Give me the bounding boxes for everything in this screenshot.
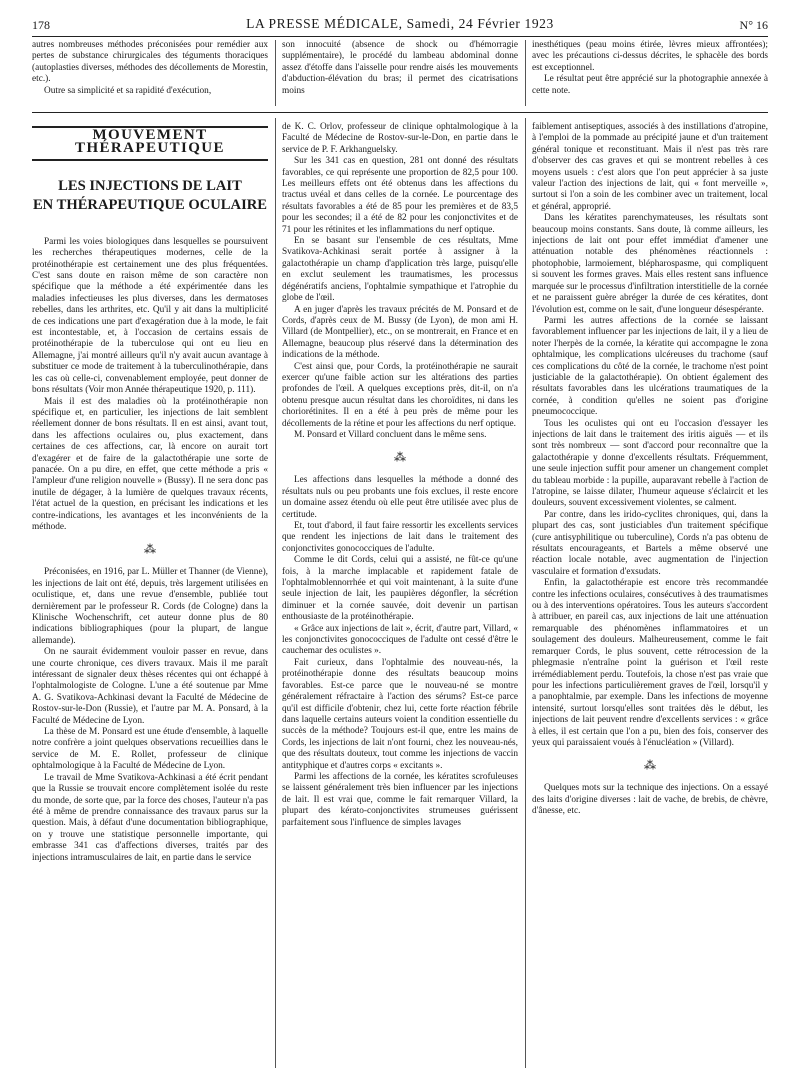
column-rule (525, 118, 526, 1068)
prev-article-col2 (282, 40, 518, 108)
paragraph: inesthétiques (peau moins étirée, lèvres mieux affrontées); avec les précautions ci-dessus décrites, le sphacèle des bords est exceptionnel. (532, 40, 768, 73)
paragraph: Sur les 341 cas en question, 281 ont donné des résultats favorables, ce qui représente une proportion de 82,5 pour 100. Les meilleurs effets ont été obtenus dans les affections du tractus uvéal et dans celles de la cornée. Le pourcentage des résultats favorables a été de 85 pour les premières et de 83,5 pour les secondes; il a été de 82 pour les conjonctivites et de 71 pour les rétinites et les inflammations du nerf optique. (282, 156, 518, 235)
paragraph: En se basant sur l'ensemble de ces résultats, Mme Svatikova-Achkinasi serait portée à assigner à la galactothérapie un champ d'application très large, puisqu'elle en exclut seulement les traumatismes, les processus dégénératifs anciens, l'ophtalmie sympathique et l'atrophie du globe de l'œil. (282, 236, 518, 304)
page-header (32, 12, 768, 34)
paragraph: C'est ainsi que, pour Cords, la protéinothérapie ne saurait exercer qu'une faible action sur les altérations des parties profondes de l'œil. A quelques exceptions près, dit-il, on n'a obtenu presque aucun résultat dans les choroïdites, ni dans les choriorétinites. Il en a été à peu près de même pour les décollements de la rétine et pour les affections du nerf optique. (282, 361, 518, 429)
paragraph: Le travail de Mme Svatikova-Achkinasi a été écrit pendant que la Russie se trouvait encore complètement isolée du reste du monde, de sorte que, par la force des choses, l'auteur n'a pas été à même de prendre connaissance des travaux parus sur la question. Mais, à défaut d'une documentation bibliographique, on y trouve une statistique personnelle importante, qui embrasse 341 cas d'affections diverses, traités par des injections intramusculaires de lait, en partie dans le service (32, 772, 268, 863)
journal-title: LA PRESSE MÉDICALE, Samedi, 24 Février 1923 (246, 16, 554, 31)
article-title-line: LES INJECTIONS DE LAIT (58, 177, 242, 194)
article-column-2 (282, 122, 518, 1072)
paragraph: Enfin, la galactothérapie est encore très recommandée contre les infections oculaires, consécutives à des traumatismes ou à des interventions opératoires. Tous les auteurs s'accordent à attribuer, en pareil cas, aux injections de lait une atténuation remarquable des phénomènes inflammatoires et un soulagement des douleurs. Malheureusement, comme le fait remarquer Cords, le plus souvent, cette rétrocession de la phlegmasie n'entraîne point la guérison et l'œil reste irrémédiablement perdu. Toutefois, la chose n'est pas vraie que pour les infections particulièrement graves de l'œil, lorsqu'il y a panophtalmie, par exemple. Dans les infections de moyenne intensité, surtout lorsqu'elles sont traitées dès le début, les injections de lait peuvent rendre d'excellents services : « grâce à elles, il est certain que l'on a pu, bien des fois, conserver des yeux qui paraissaient voués à l'énucléation » (Villard). (532, 578, 768, 748)
paragraph: M. Ponsard et Villard concluent dans le même sens. (294, 429, 487, 440)
column-rule (275, 118, 276, 1068)
paragraph: Tous les oculistes qui ont eu l'occasion d'essayer les injections de lait dans le traitement des iritis aiguës — et ils sont très nombreux — sont d'accord pour reconnaître que la galactothérapie y donne d'excellents résultats. Fréquemment, une seule injection suffit pour amener un changement complet du tableau morbide : la pupille, auparavant rebelle à l'action de l'atropine, se laisse dilater, l'humeur aqueuse s'éclaircit et les douleurs, souvent excessivement violentes, se calment. (532, 418, 768, 509)
paragraph: Dans les kératites parenchymateuses, les résultats sont beaucoup moins constants. Sans doute, là comme ailleurs, les injections de lait ont pour effet immédiat d'amener une atténuation notable des phénomènes réactionnels : photophobie, larmoiement, blépharospasme, qui compliquent si souvent les formes graves. Mais elles restent sans influence marquée sur le processus d'infiltration interstitielle de la cornée et ne paraissent guère abréger la durée de ces kératites, dont l'évolution est, comme on le sait, d'une longueur désespérante. (532, 213, 768, 315)
article-column-3 (532, 122, 768, 1072)
section-title: MOUVEMENT THÉRAPEUTIQUE (75, 127, 225, 157)
article-separator-rule (32, 112, 768, 113)
paragraph: de K. C. Orlov, professeur de clinique ophtalmologique à la Faculté de Médecine de Rostov-sur-le-Don, en partie dans le service de P. F. Arkhanguelsky. (282, 122, 518, 155)
paragraph: A en juger d'après les travaux précités de M. Ponsard et de Cords, d'après ceux de M. Bussy (de Lyon), de mon ami H. Villard (de Montpellier), etc., on se montrerait, en France et en Allemagne, beaucoup plus réservé dans la détermination des indications de la méthode. (282, 304, 518, 361)
paragraph: Fait curieux, dans l'ophtalmie des nouveau-nés, la protéinothérapie donne des résultats beaucoup moins favorables. Est-ce parce que le nouveau-né se montre généralement réfractaire à l'action des sérums? Est-ce parce qu'il est difficile d'obtenir, chez lui, cette forte réaction fébrile dans laquelle certains auteurs voient la condition essentielle du succès de la méthode? Toujours est-il que, entre les mains de Cords, les injections de lait n'ont fourni, chez les nouveau-nés, que des résultats douteux, tout comme les injections de vaccin antityphique et d'autres corps « excitants ». (282, 657, 518, 771)
paragraph: Parmi les affections de la cornée, les kératites scrofuleuses se laissent généralement très bien influencer par les injections de lait. Il est vrai que, comme le fait remarquer Villard, la plupart des kérato-conjonctivites strumeuses guérissent parfaitement sous l'influence de simples lavages (282, 771, 518, 828)
paragraph: faiblement antiseptiques, associés à des instillations d'atropine, à l'emploi de la pommade au précipité jaune et d'un traitement général tonique et reconstituant. Mais il n'est pas très rare d'observer des cas graves et qui se montrent rebelles à ces moyens usuels : c'est alors que l'on peut apprécier à sa juste valeur l'action des injections de lait, qui « font merveille », surtout si l'on a soin de les combiner avec un traitement, local et général, approprié. (532, 122, 768, 212)
section-separator: ⁂ (644, 758, 656, 773)
column-rule (525, 40, 526, 106)
paragraph: Préconisées, en 1916, par L. Müller et Thanner (de Vienne), les injections de lait ont été, depuis, très largement utilisées en oculistique, et, dans une revue d'ensemble, publiée tout dernièrement par le professeur R. Cords (de Cologne) dans la Klinische Wochenschrift, cet auteur donne plus de 80 indications bibliographiques (pour la plupart, de langue allemande). (32, 567, 268, 646)
column-rule (275, 40, 276, 106)
paragraph: Mais il est des maladies où la protéinothérapie non spécifique et, en particulier, les injections de lait semblent réellement donner de bons résultats. Il en est ainsi, avant tout, dans les affections oculaires ou, plus exactement, dans certaines de ces affections, car, là encore on aurait tort d'exagérer et de faire de la galactothérapie une sorte de panacée. On a pu dire, en effet, que cette méthode a pris « l'ampleur d'une religion nouvelle » (Bussy). Il ne sera donc pas inutile de dégager, à la lumière de quelques travaux récents, l'état actuel de la question, en précisant les indications et les contre-indications, les avantages et les inconvénients de la méthode. (32, 396, 268, 532)
prev-article-col3 (532, 40, 768, 108)
header-rule (32, 36, 768, 37)
paragraph: Comme le dit Cords, celui qui a assisté, ne fût-ce qu'une fois, à la marche implacable et rapidement fatale de l'ophtalmoblennorrhée et qui voit maintenant, à la suite d'une seule injection de lait, les paupières dégonfler, la sécrétion diminuer et la cornée sauvée, doit devenir un partisan enthousiaste de la protéinothérapie. (282, 555, 518, 623)
article-title (32, 177, 268, 215)
paragraph: autres nombreuses méthodes préconisées pour remédier aux pertes de substance chirurgicales des téguments thoraciques (autoplasties diverses, méthodes des décollements de Morestin, etc.). (32, 40, 268, 85)
paragraph: Parmi les voies biologiques dans lesquelles se poursuivent les recherches thérapeutiques modernes, celle de la protéinothérapie est certainement une des plus fréquentées. C'est sans doute en raison même de son caractère non spécifique que la méthode a été expérimentée dans les maladies infectieuses les plus diverses, dans les dermatoses rebelles, dans les arthrites, etc. Qu'il y ait dans la multiplicité de ces indications une part d'exagération due à la mode, le fait est incontestable, et, à l'occasion de certains essais de protéinothérapie de la tuberculose qui ont eu lieu en Allemagne, j'ai montré ailleurs qu'il n'y avait aucun avantage à substituer ce mode de traitement à la tuberculinothérapie, dans les cas où celle-ci, convenablement employée, peut donner de bons résultats (Voir mon Année thérapeutique 1920, p. 111). (32, 236, 268, 396)
page-number: 178 (32, 18, 50, 32)
issue-number: N° 16 (739, 18, 768, 32)
paragraph: Quelques mots sur la technique des injections. On a essayé des laits d'origine diverses : lait de vache, de brebis, de chèvre, d'ânesse, etc. (532, 783, 768, 817)
paragraph: La thèse de M. Ponsard est une étude d'ensemble, à laquelle notre confrère a joint quelques observations recueillies dans le service de M. E. Rollet, professeur de clinique ophtalmologique à la Faculté de Médecine de Lyon. (32, 727, 268, 772)
paragraph: Parmi les autres affections de la cornée se laissant favorablement influencer par les injections de lait, il y a lieu de noter l'herpès de la cornée, la kératite qui accompagne le zona ophtalmique, les complications ulcéreuses du trachome (sauf ces complications du côté de la cornée, le trachome n'est point justiciable de la galactothérapie). On obtient également des résultats favorables dans les ulcérations traumatiques de la cornée, à condition qu'elles ne soient pas d'origine pneumococcique. (532, 315, 768, 418)
paragraph: Et, tout d'abord, il faut faire ressortir les excellents services que rendent les injections de lait dans le traitement des conjonctivites gonococciques de l'adulte. (282, 521, 518, 554)
paragraph: Le résultat peut être apprécié sur la photographie annexée à cette note. (532, 74, 768, 96)
article-title-line: EN THÉRAPEUTIQUE OCULAIRE (32, 196, 268, 213)
paragraph: Outre sa simplicité et sa rapidité d'exécution, (44, 85, 212, 96)
paragraph: Les affections dans lesquelles la méthode a donné des résultats nuls ou peu probants une fois exclues, il reste encore un domaine assez étendu où elle peut être utilisée avec plus de certitude. (282, 475, 518, 520)
section-separator: ⁂ (394, 450, 406, 465)
prev-article-col1 (32, 40, 268, 108)
article-column-1 (32, 126, 268, 1071)
paragraph: « Grâce aux injections de lait », écrit, d'autre part, Villard, « les conjonctivites gonococciques de l'adulte ont cessé d'être le cauchemar des oculistes ». (282, 623, 518, 657)
paragraph: On ne saurait évidemment vouloir passer en revue, dans une courte chronique, ces divers travaux. Mais il me paraît intéressant de signaler deux thèses récentes qui ont échappé à l'ophtalmologiste de Cologne. L'une a été soutenue par Mme A. G. Svatikova-Achkinasi devant la Faculté de Médecine de Rostov-sur-le-Don (Russie), et l'autre par M. A. Ponsard, à la Faculté de Médecine de Lyon. (32, 647, 268, 726)
section-heading (32, 126, 268, 161)
paragraph: Par contre, dans les irido-cyclites chroniques, qui, dans la plupart des cas, sont justiciables d'un traitement spécifique (cure antisyphilitique ou tuberculine), Cords n'a pas obtenu de résultats encourageants, et Bartels a même observé une réaction locale notable, avec augmentation de l'injection vasculaire et formation d'exsudats. (532, 509, 768, 577)
paragraph: son innocuité (absence de shock ou d'hémorragie supplémentaire), le procédé du lambeau abdominal donne assez d'étoffe dans l'aisselle pour rendre aisés les mouvements d'abduction-élévation du bras; il permet des cicatrisations moins (282, 40, 518, 96)
section-separator: ⁂ (144, 542, 156, 557)
